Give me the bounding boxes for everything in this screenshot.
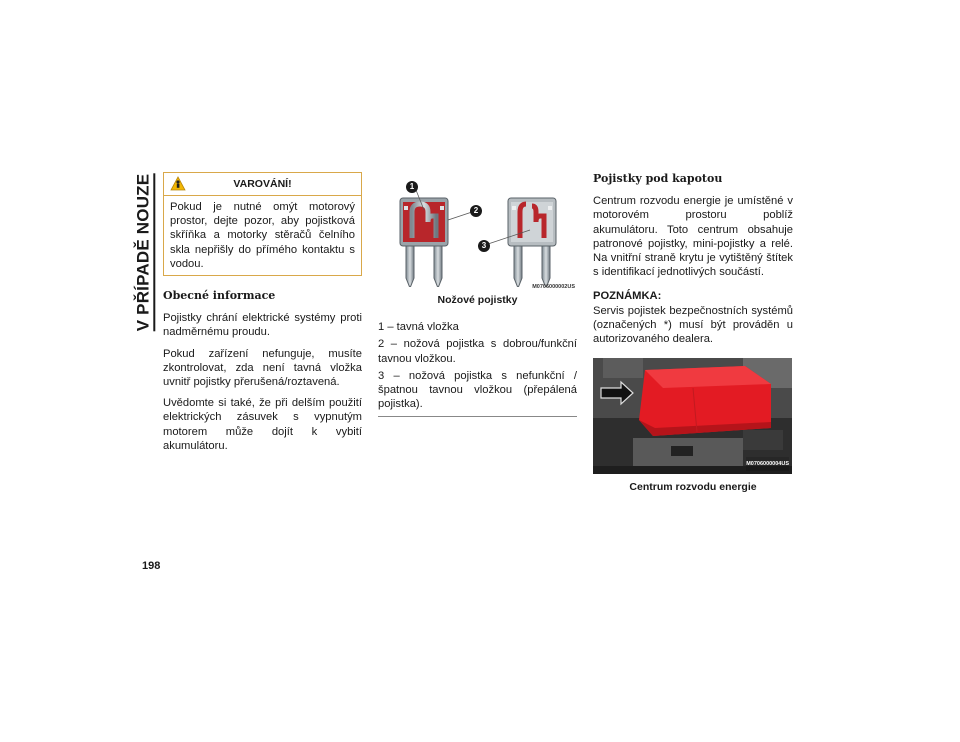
- fuse-legend: [378, 320, 577, 417]
- warning-box: [163, 172, 362, 276]
- note-label: POZNÁMKA:: [593, 290, 662, 303]
- note-text: Servis pojistek bezpečnostních systémů (označených *) musí být prováděn u autorizovaného dealera.: [593, 304, 793, 346]
- legend-item: 3 – nožová pojistka s nefunkční / špatnou tavnou vložkou (přepálená pojistka).: [378, 369, 577, 411]
- power-distribution-caption: Centrum rozvodu energie: [629, 481, 757, 494]
- warning-header: [164, 173, 361, 196]
- middle-column: [378, 172, 577, 417]
- general-paragraph: Pojistky chrání elektrické systémy proti nadměrnému proudu.: [163, 312, 362, 339]
- figure-code: M0706000002US: [532, 284, 575, 290]
- under-hood-heading: Pojistky pod kapotou: [593, 172, 723, 185]
- blown-fuse: [508, 198, 556, 287]
- right-column: [593, 172, 793, 507]
- callout-2: 2: [470, 205, 482, 217]
- blade-fuse-figure: [378, 172, 577, 290]
- callout-1: 1: [406, 181, 418, 193]
- warning-title: VAROVÁNÍ!: [233, 177, 292, 190]
- general-paragraph: Uvědomte si také, že při delším použití elektrických zásuvek s vypnutým motorem může dojít k vybití akumulátoru.: [163, 397, 362, 452]
- general-heading: Obecné informace: [163, 289, 276, 303]
- fuse-figure-caption: Nožové pojistky: [437, 294, 518, 306]
- page-number: 198: [142, 560, 161, 572]
- warning-person-icon: [170, 176, 186, 195]
- general-paragraph: Pokud zařízení nefunguje, musíte zkontrolovat, zda není tavná vložka uvnitř pojistky přerušená/roztavená.: [163, 347, 362, 389]
- power-distribution-photo: [593, 358, 792, 474]
- photo-code: M0706000004US: [746, 457, 789, 471]
- left-column: [163, 172, 362, 460]
- legend-item: 2 – nožová pojistka s dobrou/funkční tavnou vložkou.: [378, 338, 577, 365]
- warning-body: [164, 196, 361, 275]
- callout-3: 3: [478, 240, 490, 252]
- good-fuse: [400, 198, 448, 287]
- chapter-side-title: [132, 172, 158, 332]
- chapter-title-text: V PŘÍPADĚ NOUZE: [135, 173, 156, 331]
- warning-text: Pokud je nutné omýt motorový prostor, dejte pozor, aby pojistková skříňka a motorky stěračů čelního skla nepřišly do přímého kontaktu s vodou.: [170, 201, 355, 270]
- legend-item: 1 – tavná vložka: [378, 321, 459, 334]
- under-hood-paragraph: Centrum rozvodu energie je umístěné v motorovém prostoru poblíž akumulátoru. Toto centrum obsahuje patronové pojistky, mini-pojistky a relé. Na vnitřní straně krytu je vytištěný štítek s identifikací jednotlivých součástí.: [593, 195, 793, 279]
